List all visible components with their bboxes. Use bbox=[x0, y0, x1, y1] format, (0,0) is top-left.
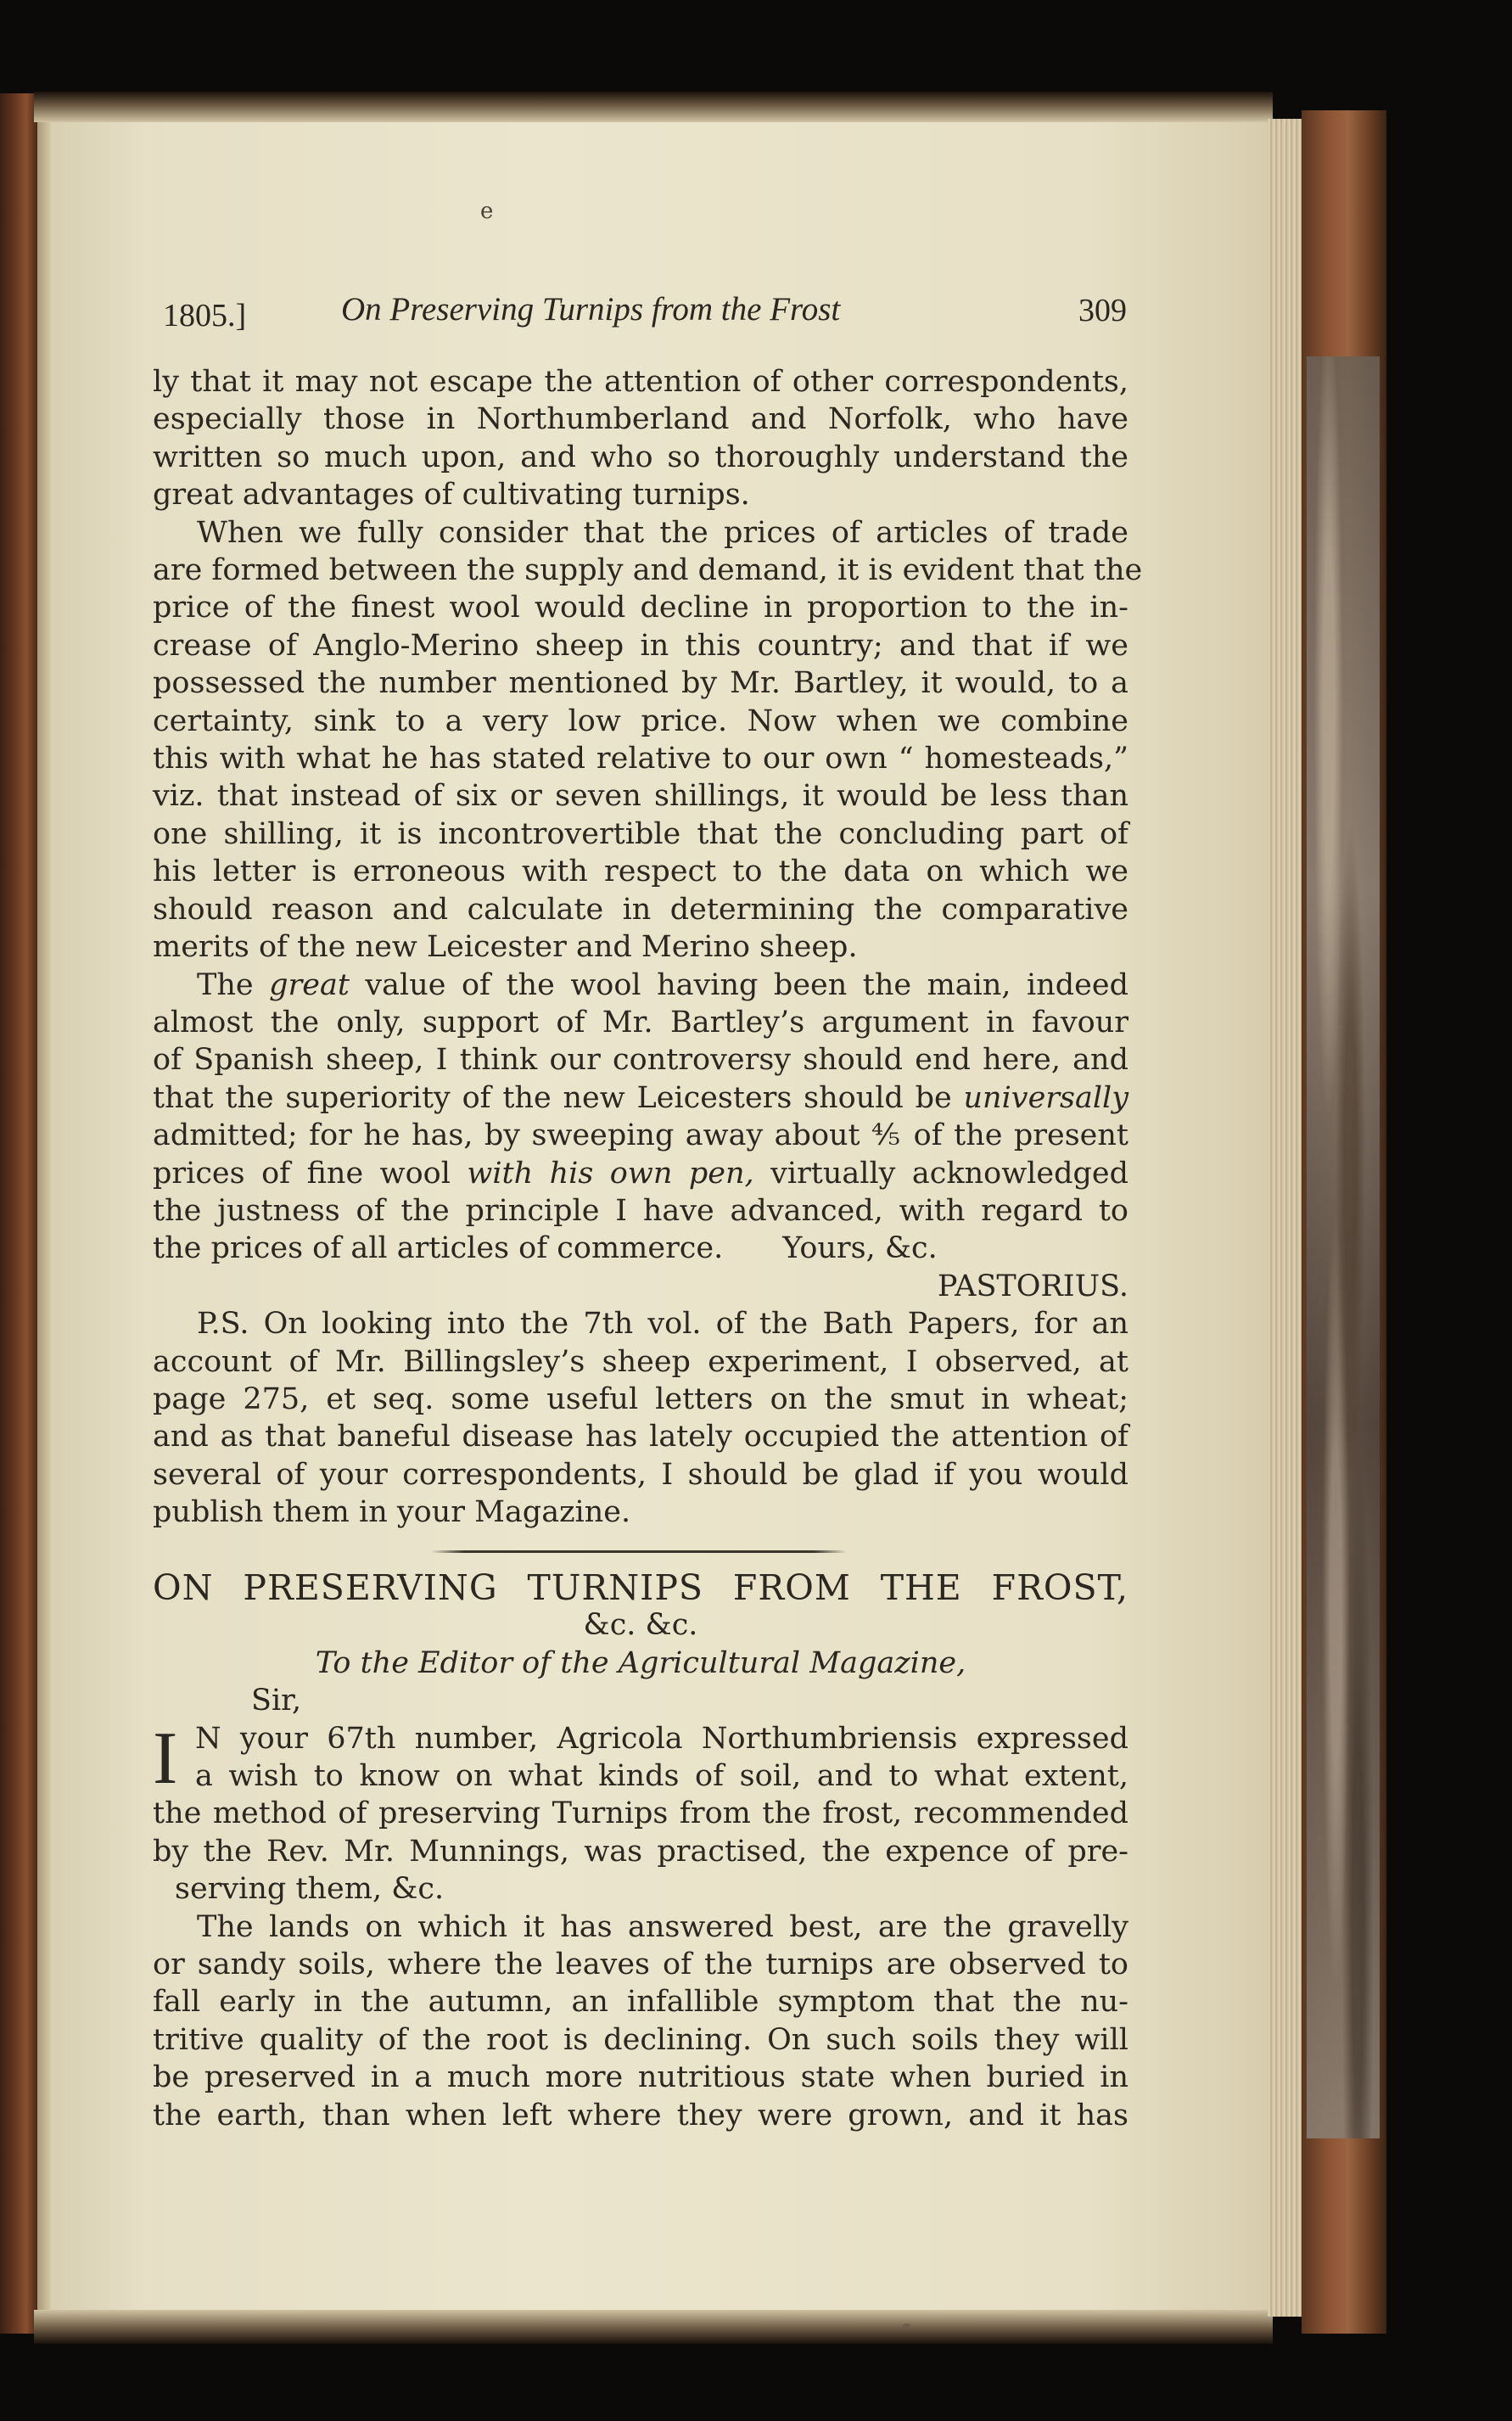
text-line: certainty, sink to a very low price. Now when we combine bbox=[153, 703, 1128, 738]
article-heading: ON PRESERVING TURNIPS FROM THE FROST, bbox=[153, 1566, 1128, 1608]
text-line: viz. that instead of six or seven shillings, it would be less than bbox=[153, 779, 1128, 814]
text-line: are formed between the supply and demand, it is evident that the bbox=[153, 553, 1143, 588]
ink-dot bbox=[903, 2323, 910, 2329]
text-line: the earth, than when left where they were grown, and it has bbox=[153, 2098, 1128, 2132]
closing: Yours, &c. bbox=[782, 1231, 938, 1266]
text-line: tritive quality of the root is declining. On such soils they will bbox=[153, 2022, 1128, 2057]
section-rule bbox=[153, 1532, 1128, 1569]
header-title: On Preserving Turnips from the Frost bbox=[341, 291, 841, 328]
text-line: written so much upon, and who so thoroughly understand the bbox=[153, 440, 1128, 474]
marbled-endpaper bbox=[1307, 356, 1380, 2138]
text-run: value of the wool having been the main, indeed bbox=[349, 967, 1128, 1002]
text-line: crease of Anglo-Merino sheep in this country; and that if we bbox=[153, 628, 1128, 663]
text-line: publish them in your Magazine. bbox=[153, 1495, 631, 1530]
text-line bbox=[153, 1230, 1128, 1267]
text-line: account of Mr. Billingsley’s sheep experiment, I observed, at bbox=[153, 1344, 1128, 1379]
text-run: virtually acknowledged bbox=[753, 1156, 1128, 1191]
header-year: 1805.] bbox=[163, 298, 247, 333]
emphasis: with his own pen, bbox=[467, 1156, 754, 1191]
text-line bbox=[153, 1155, 1128, 1192]
text-line: admitted; for he has, by sweeping away about ⅘ of the present bbox=[153, 1118, 1128, 1153]
text-line: The lands on which it has answered best, are the gravelly bbox=[197, 1909, 1128, 1944]
page-stack-edge bbox=[1268, 119, 1302, 2317]
page-number: 309 bbox=[1078, 293, 1127, 328]
emphasis: great bbox=[269, 967, 350, 1002]
text-line: by the Rev. Mr. Munnings, was practised, the expence of pre- bbox=[153, 1834, 1128, 1869]
bottom-edge-shadow bbox=[34, 2310, 1273, 2344]
text-line bbox=[153, 967, 1128, 1004]
top-mark: e bbox=[480, 199, 494, 224]
text-line: be preserved in a much more nutritious state when buried in bbox=[153, 2060, 1128, 2095]
text-line: ly that it may not escape the attention of other correspondents, bbox=[153, 365, 1128, 399]
text-line: great advantages of cultivating turnips. bbox=[153, 478, 750, 513]
text-line: merits of the new Leicester and Merino sheep. bbox=[153, 930, 858, 965]
text-line: price of the finest wool would decline in proportion to the in- bbox=[153, 591, 1128, 625]
text-run: The bbox=[197, 967, 270, 1002]
text-line: fall early in the autumn, an infallible symptom that the nu- bbox=[153, 1985, 1128, 2020]
signature: PASTORIUS. bbox=[937, 1269, 1128, 1303]
article-subheading: &c. &c. bbox=[583, 1608, 698, 1643]
text-line: When we fully consider that the prices of articles of trade bbox=[197, 515, 1128, 550]
text-line: should reason and calculate in determining the comparative bbox=[153, 892, 1128, 927]
text-line: the justness of the principle I have advanced, with regard to bbox=[153, 1193, 1128, 1228]
text-line: P.S. On looking into the 7th vol. of the Bath Papers, for an bbox=[197, 1307, 1128, 1342]
text-line: or sandy soils, where the leaves of the turnips are observed to bbox=[153, 1947, 1128, 1982]
emphasis: universally bbox=[963, 1080, 1128, 1115]
text-line bbox=[153, 1079, 1128, 1117]
salutation: Sir, bbox=[251, 1684, 302, 1718]
running-header bbox=[153, 290, 1128, 336]
text-run: N your 67th number, Agricola Northumbriensis expressed bbox=[195, 1721, 1128, 1756]
text-line: his letter is erroneous with respect to the data on which we bbox=[153, 855, 1128, 889]
text-run: prices of fine wool bbox=[153, 1156, 468, 1191]
text-line: a wish to know on what kinds of soil, and to what extent, bbox=[195, 1759, 1128, 1794]
text-line: almost the only, support of Mr. Bartley’s argument in favour bbox=[153, 1005, 1128, 1040]
drop-cap: I bbox=[153, 1717, 178, 1800]
text-line: one shilling, it is incontrovertible that the concluding part of bbox=[153, 816, 1128, 851]
text-line: and as that baneful disease has lately occupied the attention of bbox=[153, 1420, 1128, 1454]
text-line: serving them, &c. bbox=[175, 1872, 445, 1907]
text-line: the method of preserving Turnips from the frost, recommended bbox=[153, 1796, 1128, 1831]
top-edge-shadow bbox=[34, 92, 1273, 122]
text-run: the prices of all articles of commerce. bbox=[153, 1231, 724, 1266]
left-cover bbox=[0, 93, 37, 2334]
text-line: especially those in Northumberland and Norfolk, who have bbox=[153, 402, 1128, 437]
text-line: possessed the number mentioned by Mr. Bartley, it would, to a bbox=[153, 666, 1128, 701]
text-line: page 275, et seq. some useful letters on the smut in wheat; bbox=[153, 1381, 1128, 1416]
text-run: that the superiority of the new Leicesters should be bbox=[153, 1080, 964, 1115]
text-line: several of your correspondents, I should be glad if you would bbox=[153, 1457, 1128, 1492]
text-line: this with what he has stated relative to our own “ homesteads,” bbox=[153, 742, 1128, 776]
letter-body bbox=[153, 363, 1143, 2134]
text-line: of Spanish sheep, I think our controversy should end here, and bbox=[153, 1043, 1128, 1078]
article-addressee: To the Editor of the Agricultural Magazine, bbox=[315, 1645, 966, 1680]
